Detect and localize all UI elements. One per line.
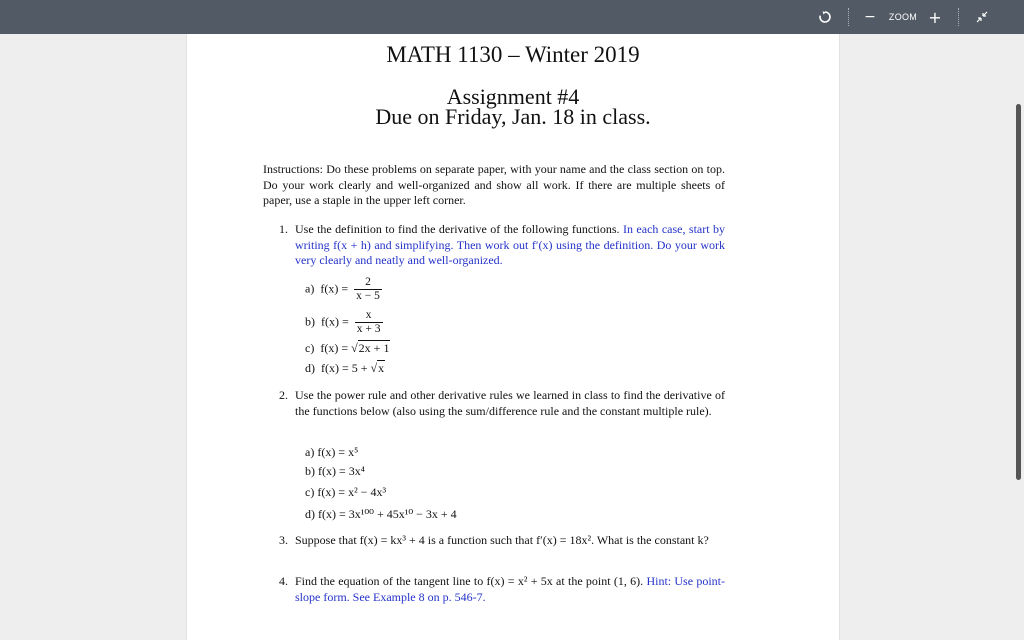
scrollbar-thumb[interactable] (1016, 104, 1021, 480)
q2a: a) f(x) = x⁵ (305, 445, 359, 459)
q1b (305, 309, 383, 336)
toolbar-separator (958, 8, 959, 26)
q1c-lhs: f(x) = √ (320, 341, 358, 355)
zoom-label: ZOOM (888, 12, 918, 22)
collapse-button[interactable] (972, 0, 992, 34)
q1a-label: a) (305, 281, 315, 296)
q3-number: 3. (279, 533, 288, 547)
q1-number: 1. (279, 222, 288, 236)
course-title: MATH 1130 – Winter 2019 (386, 42, 640, 67)
q1-instruction: Use the definition to find the derivative of the following functions. (295, 222, 620, 236)
q4-instruction: Find the equation of the tangent line to f(x) = x² + 5x at the point (1, 6). (295, 574, 644, 588)
q4-text (295, 574, 725, 605)
due-date: Due on Friday, Jan. 18 in class. (375, 104, 651, 129)
q1d-label: d) (305, 361, 315, 375)
q1a-fraction (354, 276, 382, 303)
q1a-numerator: 2 (354, 276, 382, 290)
q1a-denominator: x − 5 (356, 290, 380, 302)
q1c-radicand: 2x + 1 (358, 341, 390, 355)
q2-number: 2. (279, 388, 288, 402)
refresh-icon (818, 10, 832, 24)
q1b-lhs: f(x) = (321, 314, 349, 329)
assignment-title: Assignment #4 (446, 84, 580, 109)
refresh-button[interactable] (814, 0, 836, 34)
q2c: c) f(x) = x² − 4x³ (305, 485, 387, 499)
collapse-arrows-icon (976, 11, 988, 23)
q1b-label: b) (305, 314, 315, 329)
q1d-radicand: x (378, 361, 385, 375)
zoom-in-button[interactable]: + (928, 7, 942, 27)
q1b-numerator: x (355, 309, 383, 323)
q1d-lhs: f(x) = 5 + √ (321, 361, 378, 375)
q1c-label: c) (305, 341, 315, 355)
zoom-out-button[interactable]: − (864, 9, 876, 25)
q2-text: Use the power rule and other derivative rules we learned in class to find the derivative of the functions below (also using the sum/difference rule and the constant multiple rule). (295, 388, 725, 418)
toolbar-separator (848, 8, 849, 26)
q1-text (295, 222, 725, 269)
q1a (305, 276, 382, 303)
q4-hint: Hint: Use point-slope form. See Example 8 on p. 546-7. (295, 574, 725, 604)
q1c (305, 341, 390, 356)
instructions: Instructions: Do these problems on separate paper, with your name and the class section on top. Do your work clearly and well-organized and show all work. If there are multiple sheets of paper, use a staple in the upper left corner. (263, 162, 725, 207)
q1b-denominator: x + 3 (356, 323, 381, 335)
q1d (305, 361, 385, 376)
document-page (186, 34, 840, 640)
q3-text: Suppose that f(x) = kx³ + 4 is a function such that f′(x) = 18x². What is the constant k? (295, 533, 709, 547)
q1-hint: In each case, start by writing f(x + h) and simplifying. Then work out f′(x) using the definition. Do your work very clearly and neatly and well-organized. (295, 222, 726, 267)
viewer-toolbar (0, 0, 1024, 34)
q4-number: 4. (279, 574, 288, 588)
q1b-fraction (355, 309, 383, 336)
q2d: d) f(x) = 3x¹⁰⁰ + 45x¹⁰ − 3x + 4 (305, 507, 457, 521)
q1a-lhs: f(x) = (320, 281, 349, 296)
q2b: b) f(x) = 3x⁴ (305, 464, 365, 478)
